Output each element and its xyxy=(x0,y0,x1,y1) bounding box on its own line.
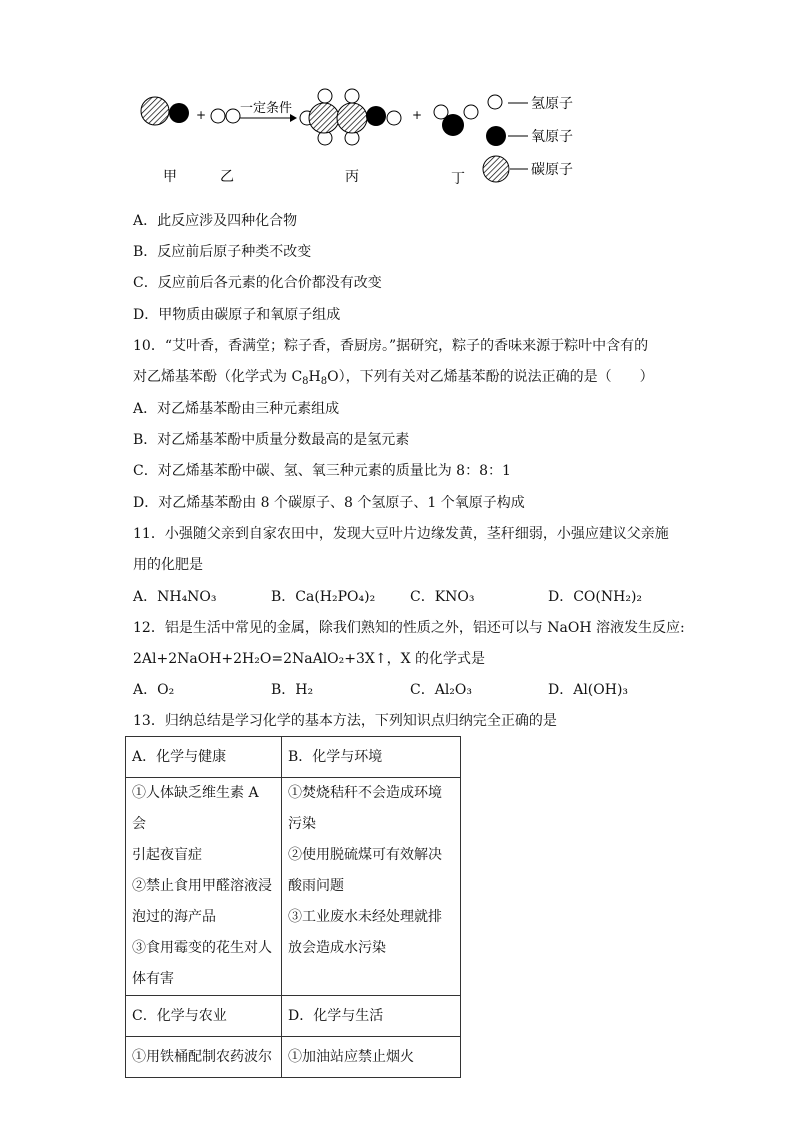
table-cell-d: ①加油站应禁止烟火 xyxy=(282,1037,461,1078)
q11-option-b: B．Ca(H₂PO₄)₂ xyxy=(271,589,376,605)
q10-option-d: D．对乙烯基苯酚由 8 个碳原子、8 个氢原子、1 个氧原子构成 xyxy=(133,495,525,511)
q10-option-b: B．对乙烯基苯酚中质量分数最高的是氢元素 xyxy=(133,432,410,448)
legend-hydrogen: 氢原子 xyxy=(531,96,573,112)
legend-oxygen: 氧原子 xyxy=(531,129,573,145)
table-cell-a: ①人体缺乏维生素 A 会 引起夜盲症 ②禁止食用甲醛溶液浸 泡过的海产品 ③食用霉变的花生对人 体有害 xyxy=(126,778,282,996)
q12-option-d: D．Al(OH)₃ xyxy=(548,682,629,698)
q10-stem-line2: 对乙烯基苯酚（化学式为 $C_8H_8O$），下列有关对乙烯基苯酚的说法正确的是（ ） xyxy=(133,369,654,387)
q12-option-b: B．H₂ xyxy=(271,682,314,698)
q12-stem-line1: 12．铝是生活中常见的金属，除我们熟知的性质之外，铝还可以与 NaOH 溶液发生反应: xyxy=(133,620,685,636)
legend xyxy=(483,95,573,182)
table-head-b: B．化学与环境 xyxy=(282,737,461,778)
q13-stem: 13．归纳总结是学习化学的基本方法，下列知识点归纳完全正确的是 xyxy=(133,713,557,729)
plus-sign-1: + xyxy=(196,108,207,122)
plus-sign-2: + xyxy=(412,108,423,122)
q9-option-d: D．甲物质由碳原子和氧原子组成 xyxy=(133,307,341,323)
label-yi: 乙 xyxy=(220,169,234,185)
table-head-d: D．化学与生活 xyxy=(282,996,461,1037)
molecule-jia xyxy=(141,97,189,125)
table-head-a: A．化学与健康 xyxy=(126,737,282,778)
q13-knowledge-table xyxy=(125,736,461,1078)
molecule-ding xyxy=(434,105,478,136)
q11-option-d: D．CO(NH₂)₂ xyxy=(548,589,643,605)
molecule-yi xyxy=(211,109,240,123)
q11-option-c: C．KNO₃ xyxy=(410,589,475,605)
q12-option-a: A．O₂ xyxy=(133,682,175,698)
q9-option-a: A．此反应涉及四种化合物 xyxy=(133,213,298,229)
label-jia: 甲 xyxy=(163,169,177,185)
q10-option-c: C．对乙烯基苯酚中碳、氢、氧三种元素的质量比为 8：8：1 xyxy=(133,463,511,479)
q12-stem-line2: 2Al+2NaOH+2H₂O=2NaAlO₂+3X↑，X 的化学式是 xyxy=(133,651,486,667)
label-ding: 丁 xyxy=(451,171,465,187)
label-bing: 丙 xyxy=(345,169,359,185)
q12-option-c: C．Al₂O₃ xyxy=(410,682,473,698)
molecule-bing xyxy=(300,89,401,145)
q9-option-b: B．反应前后原子种类不改变 xyxy=(133,244,312,260)
table-cell-b: ①焚烧秸秆不会造成环境 污染 ②使用脱硫煤可有效解决 酸雨问题 ③工业废水未经处理就排 放会造成水污染 xyxy=(282,778,461,996)
q10-stem-line1: 10．“艾叶香，香满堂；粽子香，香厨房。”据研究，粽子的香味来源于粽叶中含有的 xyxy=(133,338,649,354)
q9-option-c: C．反应前后各元素的化合价都没有改变 xyxy=(133,275,382,291)
reaction-condition: 一定条件 xyxy=(240,100,293,115)
table-cell-c: ①用铁桶配制农药波尔 xyxy=(126,1037,282,1078)
q11-stem-line1: 11．小强随父亲到自家农田中，发现大豆叶片边缘发黄，茎秆细弱，小强应建议父亲施 xyxy=(133,526,669,542)
q11-option-a: A．NH₄NO₃ xyxy=(133,589,217,605)
table-head-c: C．化学与农业 xyxy=(126,996,282,1037)
reaction-diagram xyxy=(130,85,600,190)
q10-option-a: A．对乙烯基苯酚由三种元素组成 xyxy=(133,401,340,417)
q11-stem-line2: 用的化肥是 xyxy=(133,557,203,573)
legend-carbon: 碳原子 xyxy=(531,162,573,178)
